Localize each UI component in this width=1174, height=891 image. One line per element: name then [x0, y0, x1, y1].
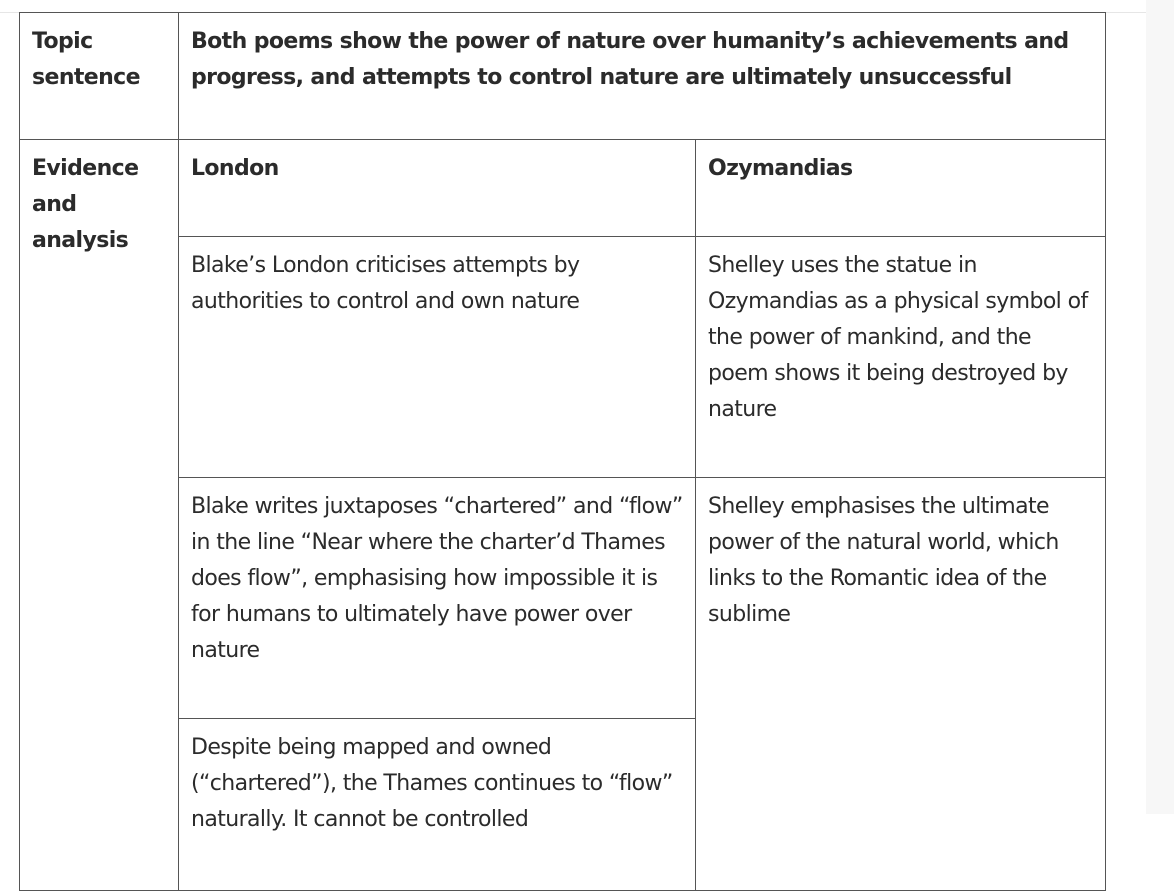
topic-sentence-text: Both poems show the power of nature over humanity’s achievements and progress, and attempts to control nature are ultimately unsuccessful	[179, 13, 1106, 140]
london-header: London	[179, 140, 696, 237]
london-point: Blake’s London criticises attempts by authorities to control and own nature	[179, 237, 696, 478]
ozymandias-header: Ozymandias	[696, 140, 1106, 237]
topic-label: Topic sentence	[20, 13, 179, 140]
ozymandias-point: Shelley uses the statue in Ozymandias as a physical symbol of the power of mankind, and the poem shows it being destroyed by nature	[696, 237, 1106, 478]
evidence-row	[20, 237, 1106, 478]
page-gutter	[1146, 0, 1174, 814]
london-point: Despite being mapped and owned (“chartered”), the Thames continues to “flow” naturally. It cannot be controlled	[179, 719, 696, 891]
evidence-row	[20, 478, 1106, 719]
evidence-header-row	[20, 140, 1106, 237]
london-point: Blake writes juxtaposes “chartered” and “flow” in the line “Near where the charter’d Thames does flow”, emphasising how impossible it is for humans to ultimately have power over nature	[179, 478, 696, 719]
topic-row	[20, 13, 1106, 140]
ozymandias-point: Shelley emphasises the ultimate power of the natural world, which links to the Romantic idea of the sublime	[696, 478, 1106, 891]
evidence-label: Evidence and analysis	[20, 140, 179, 891]
poem-comparison-table	[19, 12, 1106, 891]
